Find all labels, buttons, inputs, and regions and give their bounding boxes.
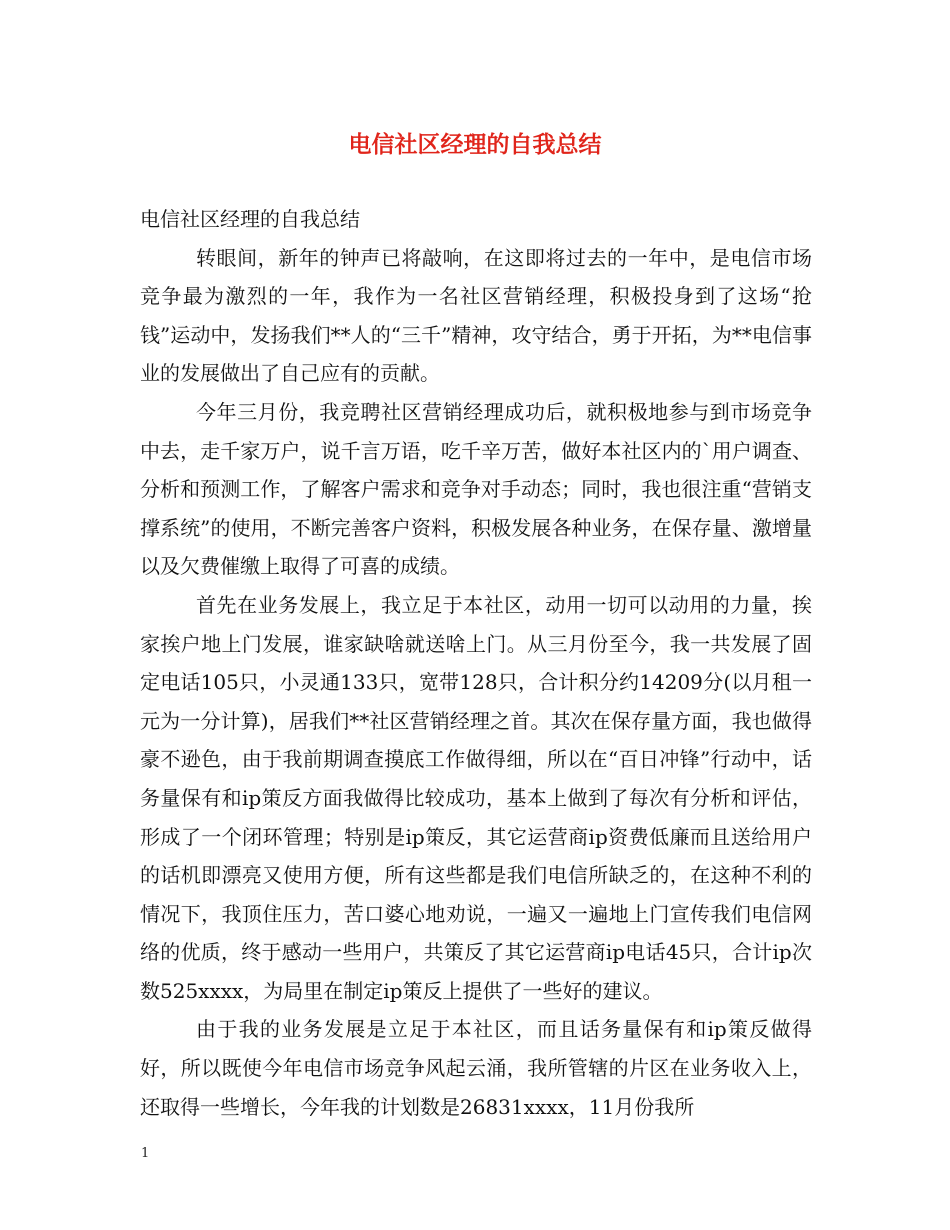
page-number: 1 — [141, 1146, 150, 1161]
paragraph-intro: 转眼间，新年的钟声已将敲响，在这即将过去的一年中，是电信市场竞争最为激烈的一年，我作为一名社区营销经理，积极投身到了这场“抢钱”运动中，发扬我们**人的“三千”精神，攻守结合，勇于开拓，为**电信事业的发展做出了自己应有的贡献。 — [140, 245, 812, 386]
paragraph-revenue: 由于我的业务发展是立足于本社区，而且话务量保有和ip策反做得好，所以既使今年电信市场竞争风起云涌，我所管辖的片区在业务收入上，还取得一些增长，今年我的计划数是26831xxxx，11月份我所 — [140, 1017, 812, 1119]
document-body — [140, 200, 812, 1126]
paragraph-business-development: 首先在业务发展上，我立足于本社区，动用一切可以动用的力量，挨家挨户地上门发展，谁家缺啥就送啥上门。从三月份至今，我一共发展了固定电话105只，小灵通133只，宽带128只，合计积分约14209分(以月租一元为一分计算)，居我们**社区营销经理之首。其次在保存量方面，我也做得豪不逊色，由于我前期调查摸底工作做得细，所以在“百日冲锋”行动中，话务量保有和ip策反方面我做得比较成功，基本上做到了每次有分析和评估，形成了一个闭环管理；特别是ip策反，其它运营商ip资费低廉而且送给用户的话机即漂亮又使用方便，所有这些都是我们电信所缺乏的，在这种不利的情况下，我顶住压力，苦口婆心地劝说，一遍又一遍地上门宣传我们电信网络的优质，终于感动一些用户，共策反了其它运营商ip电话45只，合计ip次数525xxxx，为局里在制定ip策反上提供了一些好的建议。 — [140, 592, 812, 1003]
paragraph-march: 今年三月份，我竞聘社区营销经理成功后，就积极地参与到市场竞争中去，走千家万户，说千言万语，吃千辛万苦，做好本社区内的`用户调查、分析和预测工作，了解客户需求和竞争对手动态；同时，我也很注重“营销支撑系统”的使用，不断完善客户资料，积极发展各种业务，在保存量、激增量以及欠费催缴上取得了可喜的成绩。 — [140, 399, 812, 579]
document-title: 电信社区经理的自我总结 — [348, 132, 602, 158]
paragraph-heading: 电信社区经理的自我总结 — [140, 207, 360, 231]
